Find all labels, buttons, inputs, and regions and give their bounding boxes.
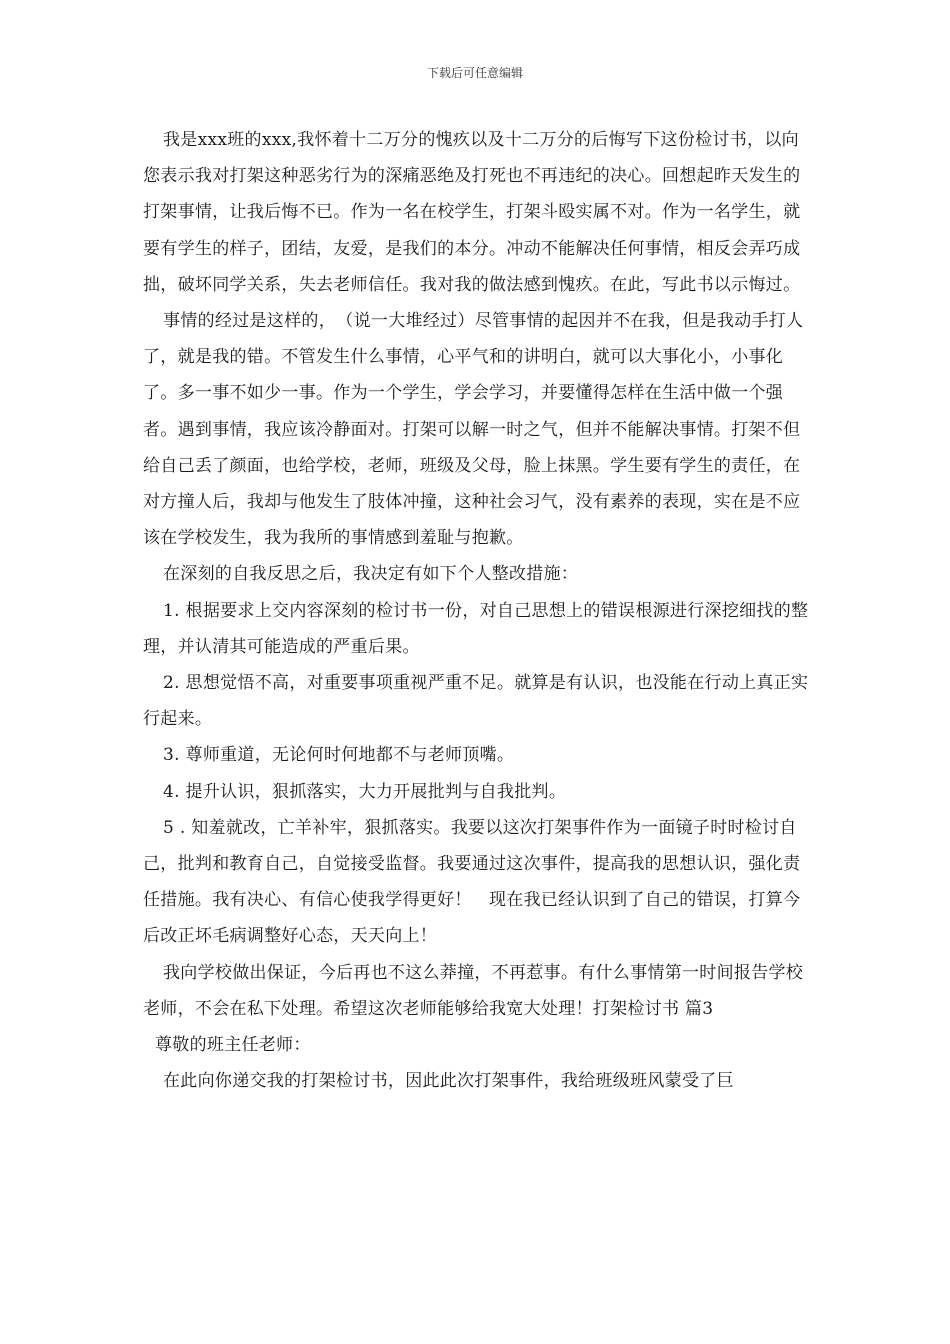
list-item-2: 2. 思想觉悟不高，对重要事项重视严重不足。就算是有认识，也没能在行动上真正实行起来。 bbox=[143, 673, 809, 730]
paragraph-last: 在此向你递交我的打架检讨书，因此此次打架事件，我给班级班风蒙受了巨 bbox=[163, 1071, 734, 1092]
paragraph-guarantee: 我向学校做出保证，今后再也不这么莽撞，不再惹事。有什么事情第一时间报告学校老师，不会在私下处理。希望这次老师能够给我宽大处理！打架检讨书 篇3 bbox=[143, 962, 804, 1019]
salutation: 尊敬的班主任老师： bbox=[155, 1035, 311, 1056]
page-header: 下载后可任意编辑 bbox=[426, 66, 523, 80]
list-item-4: 4. 提升认识，狠抓落实，大力开展批判与自我批判。 bbox=[163, 781, 567, 802]
paragraph-2: 事情的经过是这样的， （说一大堆经过）尽管事情的起因并不在我，但是我动手打人了，就是我的错。不管发生什么事情，心平气和的讲明白，就可以大事化小，小事化了。多一事不如少一事。作为一个学生，学会学习，并要懂得怎样在生活中做一个强者。遇到事情，我应该冷静面对。打架可以解一时之气，但并不能解决事情。打架不但给自己丢了颜面，也给学校，老师，班级及父母，脸上抹黑。学生要有学生的责任，在对方撞人后，我却与他发生了肢体冲撞，这种社会习气，没有素养的表现，实在是不应该在学校发生，我为我所的事情感到羞耻与抱歉。 bbox=[143, 311, 804, 549]
paragraph-3: 在深刻的自我反思之后，我决定有如下个人整改措施： bbox=[163, 564, 579, 585]
list-item-1: 1. 根据要求上交内容深刻的检讨书一份，对自己思想上的错误根源进行深挖细找的整理，并认清其可能造成的严重后果。 bbox=[143, 600, 809, 657]
document-body bbox=[143, 122, 815, 1099]
list-item-5: 5 . 知羞就改，亡羊补牢，狠抓落实。我要以这次打架事件作为一面镜子时时检讨自己，批判和教育自己，自觉接受监督。我要通过这次事件，提高我的思想认识，强化责任措施。我有决心、有信心使我学得更好！ 现在我已经认识到了自己的错误，打算今后改正坏毛病调整好心态，天天向上！ bbox=[143, 817, 801, 947]
list-item-3: 3. 尊师重道，无论何时何地都不与老师顶嘴。 bbox=[163, 745, 515, 766]
paragraph-1: 我是xxx班的xxx,我怀着十二万分的愧疚以及十二万分的后悔写下这份检讨书，以向您表示我对打架这种恶劣行为的深痛恶绝及打死也不再违纪的决心。回想起昨天发生的打架事情，让我后悔不已。作为一名在校学生，打架斗殴实属不对。作为一名学生，就要有学生的样子，团结，友爱，是我们的本分。冲动不能解决任何事情，相反会弄巧成拙，破坏同学关系，失去老师信任。我对我的做法感到愧疚。在此，写此书以示悔过。 bbox=[143, 130, 801, 295]
